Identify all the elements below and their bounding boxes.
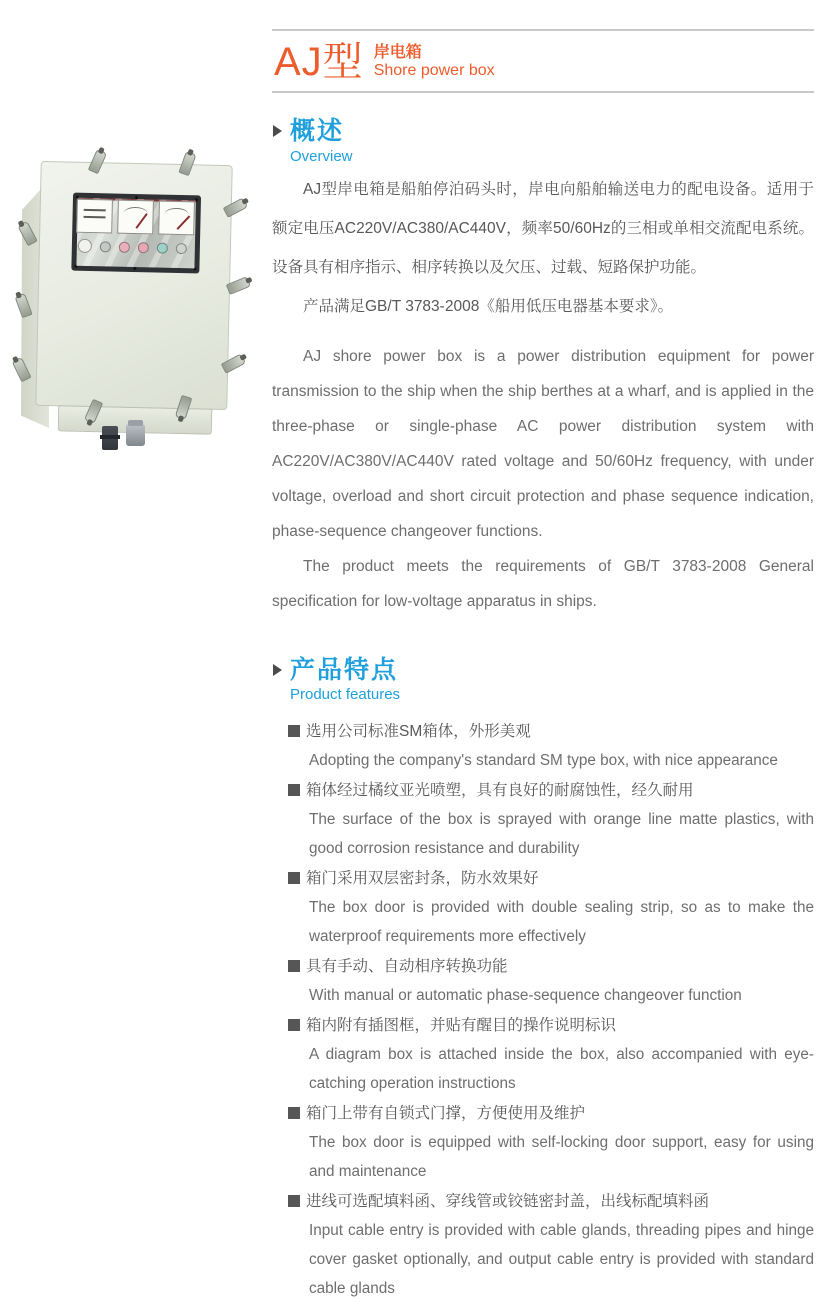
feature-text-en: With manual or automatic phase-sequence changeover function (309, 981, 814, 1010)
ammeter-dial (158, 201, 195, 236)
overview-heading (272, 118, 814, 165)
screw-icon (133, 267, 136, 270)
section-title-cn: 产品特点 (290, 657, 814, 685)
feature-text-cn: 箱内附有插图框，并贴有醒目的操作说明标识 (288, 1011, 814, 1040)
subtitle-cn: 岸电箱 (374, 44, 495, 62)
feature-bullet-icon (288, 1019, 300, 1031)
feature-text-en: Adopting the company's standard SM type box, with nice appearance (309, 746, 814, 775)
feature-bullet-icon (288, 960, 300, 972)
feature-text-cn: 具有手动、自动相序转换功能 (288, 952, 814, 981)
feature-text-en: The box door is provided with double sealing strip, so as to make the waterproof requirements more effectively (309, 893, 814, 951)
overview-section (272, 118, 814, 619)
meter-row (76, 199, 195, 236)
feature-text-en: Input cable entry is provided with cable glands, threading pipes and hinge cover gasket optionally, and output cable entry is provided with standard cable glands (309, 1216, 814, 1303)
feature-item (288, 776, 814, 863)
feature-text-cn: 进线可选配填料函、穿线管或铰链密封盖，出线标配填料函 (288, 1187, 814, 1216)
feature-item (288, 1011, 814, 1098)
divider (272, 91, 814, 93)
section-arrow-icon (273, 125, 282, 137)
indicator-light (157, 242, 168, 253)
product-title (272, 31, 814, 91)
feature-bullet-icon (288, 872, 300, 884)
feature-item (288, 1099, 814, 1186)
cabinet-front-panel (35, 161, 233, 410)
cable-gland (126, 424, 145, 446)
features-list (272, 717, 814, 1303)
feature-text-cn: 选用公司标准SM箱体，外形美观 (288, 717, 814, 746)
product-photo (14, 158, 250, 458)
feature-text-cn: 箱门采用双层密封条，防水效果好 (288, 864, 814, 893)
ammeter-dial (117, 200, 154, 235)
feature-item (288, 717, 814, 775)
feature-bullet-icon (288, 1107, 300, 1119)
feature-text-en: The surface of the box is sprayed with orange line matte plastics, with good corrosion resistance and durability (309, 805, 814, 863)
feature-item (288, 952, 814, 1010)
overview-paragraph-cn: 产品满足GB/T 3783-2008《船用低压电器基本要求》。 (272, 287, 814, 326)
feature-text-cn: 箱体经过橘纹亚光喷塑，具有良好的耐腐蚀性，经久耐用 (288, 776, 814, 805)
overview-paragraph-en: AJ shore power box is a power distribution equipment for power transmission to the ship when the ship berthes at a wharf, and is applied in the three-phase or single-phase AC power distribution system with AC220V/AC380V/AC440V rated voltage and 50/60Hz frequency, with under voltage, overload and short circuit protection and phase sequence indication, phase-sequence changeover functions. (272, 339, 814, 549)
section-title-en: Product features (290, 686, 814, 703)
content-column (272, 0, 814, 1303)
indicator-light-row (78, 239, 187, 255)
indicator-light (176, 242, 187, 253)
features-heading (272, 657, 814, 704)
model-name: AJ型 (274, 42, 364, 82)
indicator-light (78, 239, 92, 253)
feature-text-en: The box door is equipped with self-locking door support, easy for using and maintenance (309, 1128, 814, 1186)
feature-item (288, 1187, 814, 1303)
indicator-light (119, 241, 130, 252)
feature-text-cn: 箱门上带有自锁式门撑，方便使用及维护 (288, 1099, 814, 1128)
section-arrow-icon (273, 664, 282, 676)
section-title-en: Overview (290, 148, 814, 165)
feature-bullet-icon (288, 1195, 300, 1207)
model-subtitle (374, 44, 495, 81)
page-header (272, 29, 814, 93)
voltmeter-dial (76, 199, 113, 234)
overview-paragraph-cn: AJ型岸电箱是船舶停泊码头时，岸电向船舶输送电力的配电设备。适用于额定电压AC220V/AC380/AC440V，频率50/60Hz的三相或单相交流配电系统。设备具有相序指示、相序转换以及欠压、过载、短路保护功能。 (272, 170, 814, 287)
meter-window (71, 193, 201, 274)
indicator-light (100, 241, 111, 252)
feature-bullet-icon (288, 784, 300, 796)
feature-text-en: A diagram box is attached inside the box, also accompanied with eye-catching operation instructions (309, 1040, 814, 1098)
feature-item (288, 864, 814, 951)
features-section (272, 657, 814, 1303)
overview-paragraph-en: The product meets the requirements of GB/T 3783-2008 General specification for low-voltage apparatus in ships. (272, 549, 814, 619)
cable-gland (102, 426, 118, 450)
section-title-cn: 概述 (290, 118, 814, 146)
feature-bullet-icon (288, 725, 300, 737)
indicator-light (138, 242, 149, 253)
subtitle-en: Shore power box (374, 62, 495, 80)
